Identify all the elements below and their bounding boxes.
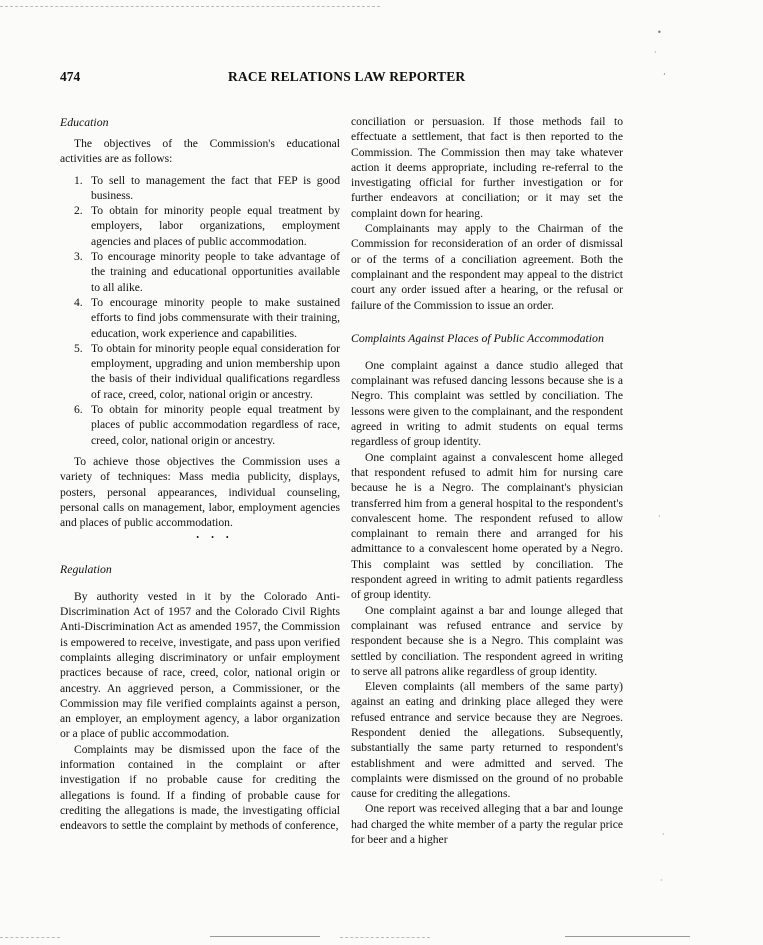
- appeal-paragraph: Complainants may apply to the Chairman of the Commission for reconsideration of an order of dismissal or of the terms of a conciliation agreement. Both the complainant and the respondent may appeal to the district court any order issued after a hearing, or the refusal or failure of the Commission to issue an order.: [351, 222, 623, 312]
- bottom-scan-edge: [210, 936, 320, 937]
- section-heading-education: Education: [60, 115, 109, 129]
- document-page: 474 RACE RELATIONS LAW REPORTER Education The objectives of the Commission's educational activities are as follows: 1. To sell to management the fact that FEP is good business. 2. To obtain for minority people equal treatment by employers, labor organizations, employment agencies and places of public accommodation. 3. To encourage minority people to take advantage of the training and educational opportunities available to all alike. 4. To encourage minority people to make sustained efforts to find jobs commensurate with their training, education, work experience and capabilities. 5. To obtain for minority people equal consideration for employment, upgrading and union membership upon the basis of their individual qualifications regardless of race, creed, color, national origin or ancestry. 6. To obtain for minority people equal treatment by places of public accommodation regardless of race, creed, color, national origin or ancestry. To achieve those objectives the Commission uses a variety of techniques: Mass media publicity, displays, posters, personal appearances, individual counseling, personal calls on management, labor, employment agencies and places of public accommodation. • • • Regulation By authority vested in it by the Colorado Anti-Discrimination Act of 1957 and the Colorado Civil Rights Anti-Discrimination Act as amended 1957, the Commission is empowered to receive, investigate, and pass upon verified complaints alleging discriminatory or unfair employment practices because of race, creed, color, national origin or ancestry. An aggrieved person, a Commissioner, or the Commission may file verified complaints against a person, an employer, an employment agency, a labor organization or a place of public accommodation. Complaints may be dismissed upon the face of the information contained in the complaint or after investigation if no probable cause for crediting the allegations is found. If a finding of probable cause for crediting the allegations is made, the investigating official endeavors to settle the complaint by methods of conference, conciliation or persuasion. If those methods fail to effectuate a settlement, that fact is then reported to the Commission. The Commission then may take whatever action it deems appropriate, including re-referral to the investigating official for further investigation or for further endeavors at conciliation; or it may set the complaint down for hearing. Complainants may apply to the Chairman of the Commission for reconsideration of an order of dismissal or of the terms of a conciliation agreement. Both the complainant and the respondent may appeal to the district court any order issued after a hearing, or the refusal or failure of the Commission to issue an order. Complaints Against Places of Public Accommodation One complaint against a dance studio alleged that complainant was refused dancing lessons because she is a Negro. This complaint was settled by conciliation. The lessons were given to the complainant, and the respondent agreed in writing to admit students on equal terms regardless of group identity. One complaint against a convalescent home alleged that respondent refused to admit him for nursing care because he is a Negro. The complainant's physician transferred him from a general hospital to the respondent's convalescent home. The respondent refused to allow complainant to remain there and arranged for his admittance to a convalescent home operated by a Negro. This complaint was settled by conciliation. The respondent agreed in writing to admit patients regardless of group identity. One complaint against a bar and lounge alleged that complainant was refused entrance and service by respondent because she is a Negro. This complaint was settled by conciliation. The respondent agreed in writing to serve all patrons alike regardless of group identity. Eleven complaints (all members of the same party) against an eating and drinking place alleged they were refused entrance and service because they are Negroes. Respondent denied the allegations. Subsequently, substantially the same party returned to respondent's establishment and were admitted and served. The complaints were dismissed on the ground of no probable cause for crediting the allegations. One report was received alleging that a bar and lounge had charged the white member of a party the regular price for beer and a higher • · ‘ · · ·: [0, 0, 763, 945]
- regulation-continued: conciliation or persuasion. If those methods fail to effectuate a settlement, that fact is then reported to the Commission. The Commission then may take whatever action it deems appropriate, including re-referral to the investigating official for further investigation or for further endeavors at conciliation; or it may set the complaint down for hearing.: [351, 115, 623, 220]
- education-intro: The objectives of the Commission's educational activities are as follows:: [60, 137, 340, 166]
- complaint-paragraph: Eleven complaints (all members of the same party) against an eating and drinking place alleged they were refused entrance and service because they are Negroes. Respondent denied the allegations. Subsequently, substantially the same party returned to respondent's establishment and were admitted and served. The complaints were dismissed on the ground of no probable cause for crediting the allegations.: [351, 680, 623, 801]
- left-column: [60, 115, 340, 833]
- list-item: 6. To obtain for minority people equal treatment by places of public accommodation regardless of race, creed, color, national origin or ancestry.: [74, 403, 340, 447]
- section-separator: • • •: [196, 533, 234, 543]
- complaint-paragraph: One report was received alleging that a bar and lounge had charged the white member of a party the regular price for beer and a higher: [351, 802, 623, 847]
- bottom-scan-edge: [340, 937, 430, 938]
- page-header: [60, 69, 620, 87]
- bottom-scan-edge: [565, 936, 690, 937]
- section-heading-complaints: Complaints Against Places of Public Accommodation: [351, 330, 604, 345]
- complaint-paragraph: One complaint against a bar and lounge alleged that complainant was refused entrance and service by respondent because she is a Negro. This complaint was settled by conciliation. The respondent agreed in writing to serve all patrons alike regardless of group identity.: [351, 603, 623, 678]
- regulation-paragraph-1: By authority vested in it by the Colorado Anti-Discrimination Act of 1957 and the Colorado Civil Rights Anti-Discrimination Act as amended 1957, the Commission is empowered to receive, investigate, and pass upon verified complaints alleging discriminatory or unfair employment practices because of race, creed, color, national origin or ancestry. An aggrieved person, a Commissioner, or the Commission may file verified complaints against a person, an employer, an employment agency, a labor organization or a place of public accommodation.: [60, 589, 340, 741]
- list-item: 2. To obtain for minority people equal treatment by employers, labor organizations, employment agencies and places of public accommodation.: [74, 204, 340, 248]
- page-number: 474: [60, 69, 81, 84]
- regulation-paragraph-2: Complaints may be dismissed upon the face of the information contained in the complaint or after investigation if no probable cause for crediting the allegations is found. If a finding of probable cause for crediting the allegations is made, the investigating official endeavors to settle the complaint by methods of conference,: [60, 742, 340, 833]
- complaint-paragraph: One complaint against a dance studio alleged that complainant was refused dancing lessons because she is a Negro. This complaint was settled by conciliation. The lessons were given to the complainant, and the respondent agreed in writing to admit students on equal terms regardless of group identity.: [351, 358, 623, 449]
- section-heading-regulation: Regulation: [60, 561, 112, 576]
- bottom-scan-edge: [0, 937, 60, 938]
- techniques-paragraph: To achieve those objectives the Commission uses a variety of techniques: Mass media publicity, displays, posters, personal appearances, individual counseling, personal calls on management, labor, employment agencies and places of public accommodation.: [60, 454, 340, 530]
- objectives-list: [60, 173, 340, 448]
- running-title: RACE RELATIONS LAW REPORTER: [228, 69, 466, 84]
- right-column: [351, 114, 623, 847]
- list-item: 5. To obtain for minority people equal consideration for employment, upgrading and union membership upon the basis of their individual qualifications regardless of race, creed, color, national origin or ancestry.: [74, 341, 340, 401]
- top-scan-edge: [0, 6, 380, 7]
- list-item: 4. To encourage minority people to make sustained efforts to find jobs commensurate with their training, education, work experience and capabilities.: [74, 295, 340, 340]
- list-item: 3. To encourage minority people to take advantage of the training and educational opportunities available to all alike.: [74, 250, 340, 294]
- list-item: 1. To sell to management the fact that FEP is good business.: [74, 173, 340, 202]
- complaint-paragraph: One complaint against a convalescent home alleged that respondent refused to admit him for nursing care because he is a Negro. The complainant's physician transferred him from a general hospital to the respondent's convalescent home. The respondent refused to allow complainant to remain there and arranged for his admittance to a convalescent home operated by a Negro. This complaint was settled by conciliation. The respondent agreed in writing to admit patients regardless of group identity.: [351, 450, 623, 602]
